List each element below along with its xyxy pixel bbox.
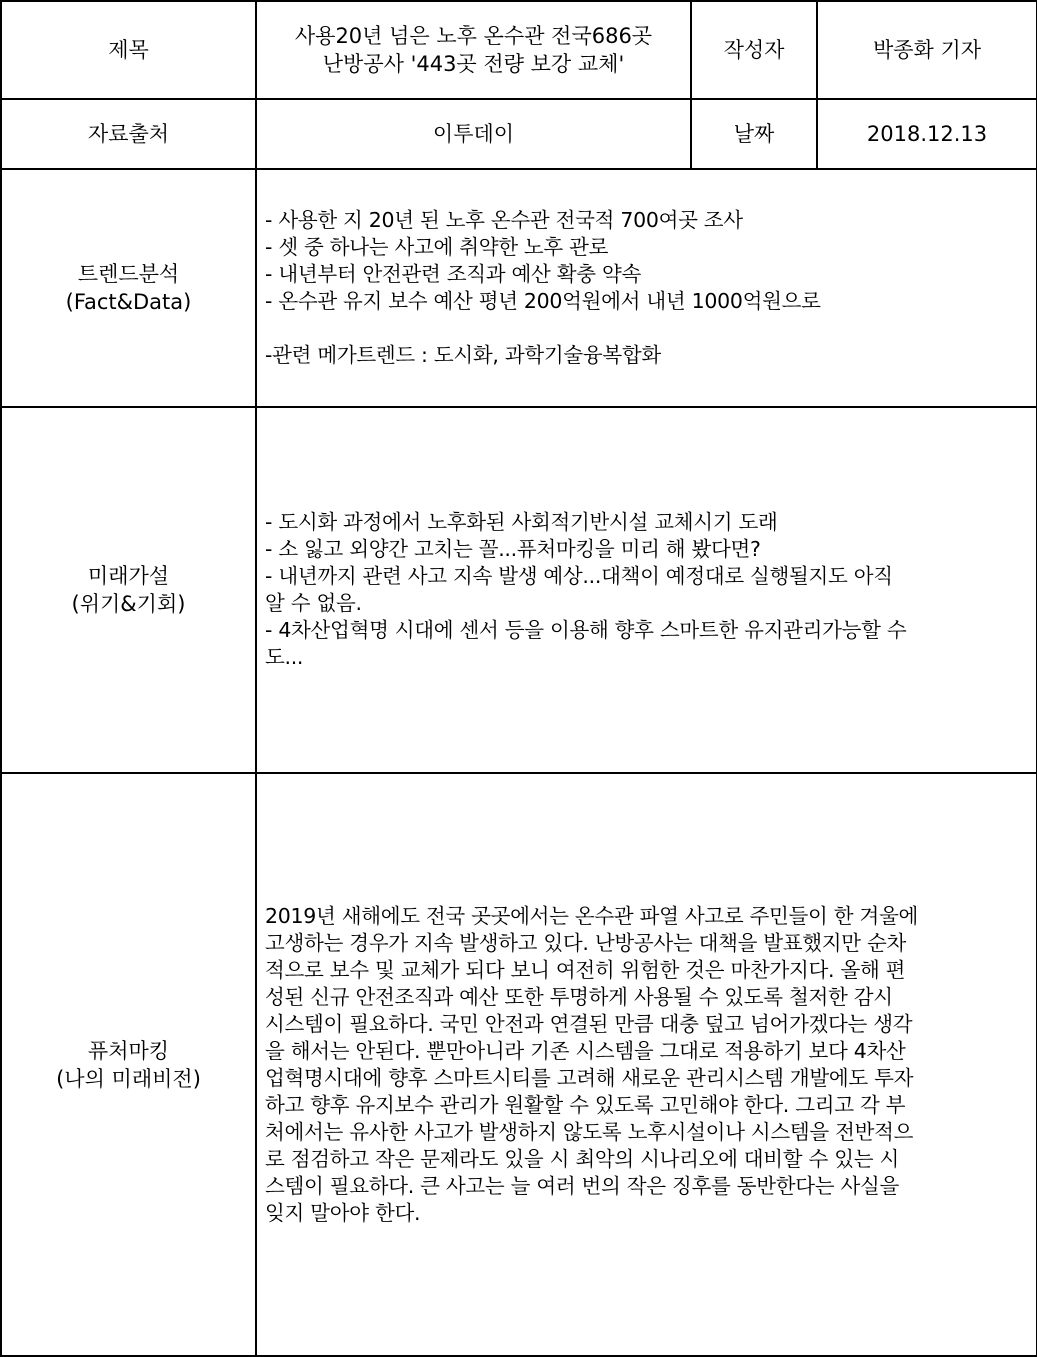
trend-label xyxy=(1,169,256,407)
futuremarking-line: 적으로 보수 및 교체가 되다 보니 여전히 위험한 것은 마찬가지다. 올해 편 xyxy=(265,957,906,982)
hypothesis-line: - 4차산업혁명 시대에 센서 등을 이용해 향후 스마트한 유지관리가능할 수 xyxy=(265,618,907,642)
futuremarking-line: 2019년 새해에도 전국 곳곳에서는 온수관 파열 사고로 주민들이 한 겨울에 xyxy=(265,903,919,928)
trend-label-title: 트렌드분석 xyxy=(77,262,180,286)
title-line: 사용20년 넘은 노후 온수관 전국686곳 xyxy=(294,24,653,48)
futuremarking-label-sub: (나의 미래비전) xyxy=(56,1066,201,1091)
hypothesis-line: 알 수 없음. xyxy=(265,591,362,615)
title-line: 난방공사 '443곳 전량 보강 교체' xyxy=(322,52,625,76)
date-label: 날짜 xyxy=(691,99,817,169)
trend-line: - 내년부터 안전관련 조직과 예산 확충 약속 xyxy=(265,262,641,286)
hypothesis-line: - 내년까지 관련 사고 지속 발생 예상...대책이 예정대로 실행될지도 아직 xyxy=(265,564,893,588)
hypothesis-line: - 소 잃고 외양간 고치는 꼴...퓨처마킹을 미리 해 봤다면? xyxy=(265,537,761,561)
futuremarking-line: 고생하는 경우가 지속 발생하고 있다. 난방공사는 대책을 발표했지만 순차 xyxy=(265,930,907,955)
futuremarking-line: 업혁명시대에 향후 스마트시티를 고려해 새로운 관리시스템 개발에도 투자 xyxy=(265,1065,914,1090)
author-value: 박종화 기자 xyxy=(817,1,1037,99)
trend-line: - 셋 중 하나는 사고에 취약한 노후 관로 xyxy=(265,235,609,259)
trend-megatrend-line: -관련 메가트렌드 : 도시화, 과학기술융복합화 xyxy=(265,343,661,367)
trend-label-sub: (Fact&Data) xyxy=(65,290,192,314)
futuremarking-line: 로 점검하고 작은 문제라도 있을 시 최악의 시나리오에 대비할 수 있는 시 xyxy=(265,1146,899,1171)
futuremarking-line: 처에서는 유사한 사고가 발생하지 않도록 노후시설이나 시스템을 전반적으 xyxy=(265,1119,914,1144)
source-row xyxy=(1,99,1037,169)
futuremarking-line: 스템이 필요하다. 큰 사고는 늘 여러 번의 작은 징후를 동반한다는 사실을 xyxy=(265,1173,899,1198)
hypothesis-label xyxy=(1,407,256,773)
futuremarking-line: 잊지 말아야 한다. xyxy=(265,1200,421,1225)
hypothesis-line: - 도시화 과정에서 노후화된 사회적기반시설 교체시기 도래 xyxy=(265,510,778,534)
futuremarking-line: 하고 향후 유지보수 관리가 원활할 수 있도록 고민해야 한다. 그리고 각 부 xyxy=(265,1092,906,1117)
futuremarking-line: 시스템이 필요하다. 국민 안전과 연결된 만큼 대충 덮고 넘어가겠다는 생각 xyxy=(265,1011,913,1036)
futuremarking-label xyxy=(1,773,256,1356)
title-row xyxy=(1,1,1037,99)
title-value xyxy=(256,1,691,99)
trend-content xyxy=(256,169,1037,407)
trend-line: - 온수관 유지 보수 예산 평년 200억원에서 내년 1000억원으로 xyxy=(265,289,821,313)
title-label: 제목 xyxy=(1,1,256,99)
trend-line: - 사용한 지 20년 된 노후 온수관 전국적 700여곳 조사 xyxy=(265,208,743,232)
hypothesis-label-sub: (위기&기회) xyxy=(71,592,186,616)
date-value: 2018.12.13 xyxy=(817,99,1037,169)
author-label: 작성자 xyxy=(691,1,817,99)
source-value: 이투데이 xyxy=(256,99,691,169)
futuremarking-line: 성된 신규 안전조직과 예산 또한 투명하게 사용될 수 있도록 철저한 감시 xyxy=(265,984,893,1009)
hypothesis-row xyxy=(1,407,1037,773)
futuremarking-line: 을 해서는 안된다. 뿐만아니라 기존 시스템을 그대로 적용하기 보다 4차산 xyxy=(265,1038,906,1063)
trend-row xyxy=(1,169,1037,407)
hypothesis-line: 도... xyxy=(265,645,304,669)
futuremarking-content xyxy=(256,773,1037,1356)
blank-line xyxy=(265,315,1028,342)
source-label: 자료출처 xyxy=(1,99,256,169)
futuremarking-label-title: 퓨처마킹 xyxy=(87,1038,170,1063)
hypothesis-label-title: 미래가설 xyxy=(87,564,170,588)
futuremarking-row xyxy=(1,773,1037,1356)
hypothesis-content xyxy=(256,407,1037,773)
